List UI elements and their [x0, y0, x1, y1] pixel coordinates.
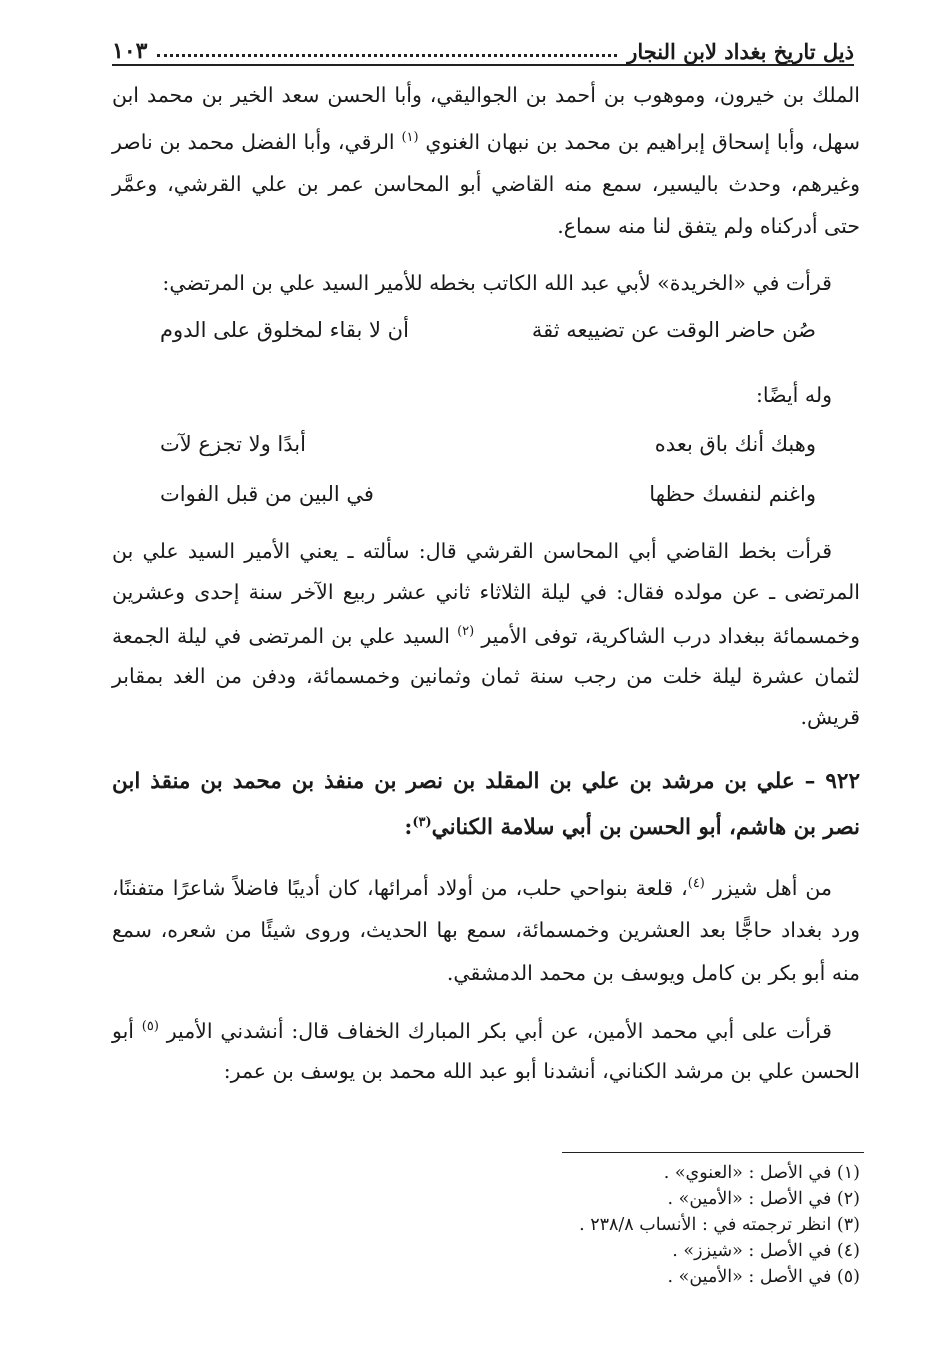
paragraph-text: قرأت في «الخريدة» لأبي عبد الله الكاتب بخطه للأمير السيد علي بن المرتضي:	[162, 271, 832, 295]
page-number: ١٠٣	[112, 38, 148, 64]
footnote: (٣) انظر ترجمته في : الأنساب ٢٣٨/٨ .	[579, 1215, 860, 1235]
footnotes	[530, 1160, 860, 1290]
paragraph-text: وله أيضًا:	[756, 383, 832, 407]
footnote-reference: (٤)	[687, 876, 705, 891]
footnote: (٢) في الأصل : «الأمين» .	[667, 1189, 860, 1209]
footnote-reference: (٢)	[457, 624, 475, 639]
verse-hemistich-first: واغنم لنفسك حظها	[649, 482, 816, 506]
paragraph-also	[112, 375, 860, 415]
running-title: ذيل تاريخ بغداد لابن النجار	[627, 39, 854, 64]
footnote-reference: (٣)	[412, 815, 432, 830]
footnote: (٥) في الأصل : «الأمين» .	[667, 1267, 860, 1287]
verse-line	[160, 482, 816, 506]
paragraph-kharida	[112, 263, 860, 303]
paragraph-continuation	[112, 74, 860, 248]
paragraph-biography	[112, 863, 860, 994]
paragraph-text: قرأت بخط القاضي أبي المحاسن القرشي قال: سألته ـ يعني الأمير السيد علي بن المرتضى ـ عن مولده فقال: في ليلة الثلاثاء ثاني عشر ربيع الآخر سنة إحدى وعشرين وخمسمائة ببغداد درب الشاكرية، توفى الأمير $^{(٢)}$ السيد علي بن المرتضى في ليلة الجمعة لثمان عشرة ليلة خلت من رجب سنة ثمان وثمانين وخمسمائة، ودفن من الغد بمقابر قريش.	[112, 539, 860, 729]
paragraph-text: الملك بن خيرون، وموهوب بن أحمد بن الجواليقي، وأبا الحسن سعد الخير بن محمد ابن سهل، وأبا إسحاق إبراهيم بن محمد بن نبهان الغنوي $^{(١)}$ الرقي، وأبا الفضل محمد بن ناصر وغيرهم، وحدث باليسير، سمع منه القاضي أبو المحاسن عمر بن علي القرشي، وعمَّر حتى أدركناه ولم يتفق لنا منه سماع.	[112, 83, 860, 239]
verse-hemistich-first: وهبك أنك باق بعده	[654, 432, 816, 456]
paragraph-birth-death	[112, 531, 860, 737]
verse-hemistich-second: في البين من قبل الفوات	[160, 482, 374, 506]
paragraph-recitation	[112, 1007, 860, 1091]
verse-hemistich-second: أبدًا ولا تجزع لآت	[160, 432, 306, 456]
verse-line	[160, 432, 816, 456]
paragraph-text: قرأت على أبي محمد الأمين، عن أبي بكر المبارك الخفاف قال: أنشدني الأمير $^{(٥)}$ أبو الحسن علي بن مرشد الكناني، أنشدنا أبو عبد الله محمد بن يوسف بن عمر:	[112, 1018, 860, 1083]
verse-hemistich-first: صُن حاضر الوقت عن تضييعه ثقة	[531, 318, 816, 342]
running-header	[112, 30, 854, 66]
verse-hemistich-second: أن لا بقاء لمخلوق على الدوم	[160, 318, 409, 342]
verse-line	[160, 318, 816, 342]
footnote-reference: (٥)	[141, 1019, 159, 1034]
footnote-reference: (١)	[401, 129, 419, 145]
footnote-separator	[562, 1152, 864, 1153]
footnote: (١) في الأصل : «العنوي» .	[663, 1163, 860, 1183]
footnote: (٤) في الأصل : «شيزز» .	[672, 1241, 860, 1261]
entry-heading: ٩٢٢ – علي بن مرشد بن علي بن المقلد بن نصر بن منفذ بن محمد بن منقذ ابن نصر بن هاشم، أبو الحسن بن أبي سلامة الكناني$^{(٣)}$:	[112, 769, 860, 841]
header-leader-dots	[157, 54, 617, 57]
paragraph-text: من أهل شيزر $^{(٤)}$، قلعة بنواحي حلب، من أولاد أمرائها، كان أديبًا فاضلاً شاعرًا متفننًا، ورد بغداد حاجًّا بعد العشرين وخمسمائة، سمع بها الحديث، وروى شيئًا من شعره، سمع منه أبو بكر بن كامل ويوسف بن محمد الدمشقي.	[112, 875, 860, 985]
